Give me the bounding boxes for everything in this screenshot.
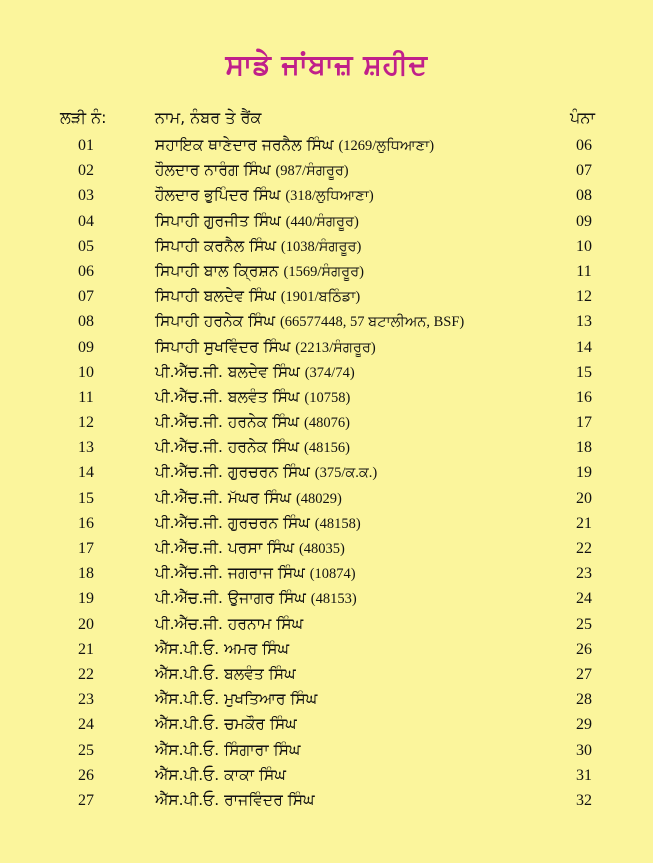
row-name-rank bbox=[155, 561, 356, 587]
row-number-detail: (48076) bbox=[304, 415, 350, 432]
row-name-rank bbox=[155, 335, 376, 361]
row-name-rank bbox=[155, 788, 315, 813]
row-name-rank bbox=[155, 637, 289, 662]
table-row bbox=[0, 309, 653, 334]
row-name-text: ਪੀ.ਐੱਚ.ਜੀ. ਪਰਸਾ ਸਿੰਘ bbox=[155, 539, 295, 557]
row-name-text: ਪੀ.ਐੱਚ.ਜੀ. ਬਲਦੇਵ ਸਿੰਘ bbox=[155, 362, 300, 381]
row-page-number: 20 bbox=[576, 489, 592, 507]
table-row bbox=[0, 637, 653, 662]
row-page-number: 12 bbox=[576, 288, 592, 306]
row-serial-number: 12 bbox=[78, 414, 94, 432]
row-name-text: ਐੱਸ.ਪੀ.ਓ. ਮੁਖਤਿਆਰ ਸਿੰਘ bbox=[155, 690, 318, 709]
row-number-detail: (440/ਸੰਗਰੂਰ) bbox=[285, 213, 359, 230]
row-name-text: ਪੀ.ਐੱਚ.ਜੀ. ਗੁਰਚਰਨ ਸਿੰਘ bbox=[155, 463, 310, 482]
row-name-rank bbox=[155, 687, 317, 712]
table-row bbox=[0, 133, 653, 158]
row-name-rank bbox=[155, 360, 355, 386]
row-page-number: 25 bbox=[576, 615, 592, 633]
row-name-rank bbox=[155, 385, 350, 411]
row-name-text: ਪੀ.ਐੱਚ.ਜੀ. ਹਰਨੇਕ ਸਿੰਘ bbox=[155, 438, 300, 457]
table-row bbox=[0, 335, 653, 360]
table-row bbox=[0, 259, 653, 284]
row-serial-number: 06 bbox=[78, 262, 94, 280]
row-name-text: ਪੀ.ਐੱਚ.ਜੀ. ਗੁਰਚਰਨ ਸਿੰਘ bbox=[155, 513, 310, 532]
row-name-text: ਪੀ.ਐੱਚ.ਜੀ. ਬਲਵੰਤ ਸਿੰਘ bbox=[155, 387, 300, 406]
table-row bbox=[0, 662, 653, 687]
row-name-rank bbox=[155, 435, 350, 461]
row-number-detail: (2213/ਸੰਗਰੂਰ) bbox=[295, 339, 376, 356]
row-name-rank bbox=[155, 234, 361, 260]
row-serial-number: 15 bbox=[78, 489, 94, 507]
martyr-list bbox=[0, 133, 653, 813]
row-name-text: ਹੌਲਦਾਰ ਨਾਰੰਗ ਸਿੰਘ bbox=[155, 161, 271, 180]
table-row bbox=[0, 712, 653, 737]
row-name-text: ਸਿਪਾਹੀ ਕਰਨੈਲ ਸਿੰਘ bbox=[155, 236, 276, 255]
row-page-number: 32 bbox=[576, 791, 592, 809]
row-serial-number: 16 bbox=[78, 514, 94, 532]
row-serial-number: 14 bbox=[78, 464, 94, 482]
table-row bbox=[0, 763, 653, 788]
row-name-rank bbox=[155, 209, 359, 235]
row-name-rank bbox=[155, 158, 349, 184]
row-serial-number: 09 bbox=[78, 338, 94, 356]
row-page-number: 13 bbox=[576, 313, 592, 331]
row-serial-number: 01 bbox=[78, 137, 94, 154]
row-number-detail: (48158) bbox=[314, 515, 361, 532]
row-number-detail: (66577448, 57 ਬਟਾਲੀਅਨ, BSF) bbox=[279, 314, 465, 331]
header-name-label: ਨਾਮ, ਨੰਬਰ ਤੇ ਰੈਂਕ bbox=[155, 108, 262, 127]
row-name-rank bbox=[155, 712, 297, 737]
row-page-number: 15 bbox=[576, 363, 592, 381]
table-row bbox=[0, 284, 653, 309]
table-row bbox=[0, 536, 653, 561]
row-name-text: ਪੀ.ਐੱਚ.ਜੀ. ਹਰਨਾਮ ਸਿੰਘ bbox=[155, 614, 304, 633]
row-page-number: 19 bbox=[576, 464, 592, 482]
row-page-number: 23 bbox=[576, 565, 592, 583]
row-serial-number: 07 bbox=[78, 288, 94, 306]
row-serial-number: 26 bbox=[78, 766, 94, 784]
row-name-text: ਹੌਲਦਾਰ ਭੁਪਿੰਦਰ ਸਿੰਘ bbox=[155, 186, 281, 205]
row-name-text: ਪੀ.ਐੱਚ.ਜੀ. ਜਗਰਾਜ ਸਿੰਘ bbox=[155, 564, 305, 583]
table-row bbox=[0, 209, 653, 234]
header-serial-label: ਲੜੀ ਨੰ: bbox=[60, 108, 107, 127]
row-name-text: ਐੱਸ.ਪੀ.ਓ. ਰਾਜਵਿੰਦਰ ਸਿੰਘ bbox=[155, 790, 315, 809]
row-serial-number: 17 bbox=[78, 540, 94, 557]
row-number-detail: (1269/ਲੁਧਿਆਣਾ) bbox=[338, 138, 435, 154]
row-serial-number: 13 bbox=[78, 439, 94, 457]
row-name-text: ਪੀ.ਐੱਚ.ਜੀ. ਹਰਨੇਕ ਸਿੰਘ bbox=[155, 413, 300, 432]
row-name-rank bbox=[155, 486, 342, 512]
row-name-rank bbox=[155, 460, 377, 486]
row-page-number: 22 bbox=[576, 540, 592, 557]
table-row bbox=[0, 738, 653, 763]
row-page-number: 10 bbox=[576, 237, 592, 255]
row-name-text: ਐੱਸ.ਪੀ.ਓ. ਬਲਵੰਤ ਸਿੰਘ bbox=[155, 664, 296, 683]
table-row bbox=[0, 360, 653, 385]
row-serial-number: 11 bbox=[78, 388, 94, 406]
row-page-number: 07 bbox=[576, 162, 592, 180]
row-page-number: 18 bbox=[576, 439, 592, 457]
table-row bbox=[0, 158, 653, 183]
row-page-number: 31 bbox=[576, 766, 592, 784]
row-name-rank bbox=[155, 662, 296, 687]
table-row bbox=[0, 385, 653, 410]
row-page-number: 30 bbox=[576, 741, 592, 759]
row-serial-number: 27 bbox=[78, 791, 94, 809]
table-row bbox=[0, 561, 653, 586]
row-name-rank bbox=[155, 133, 434, 159]
row-serial-number: 08 bbox=[78, 313, 94, 331]
row-name-rank bbox=[155, 183, 374, 209]
row-name-text: ਸਹਾਇਕ ਥਾਣੇਦਾਰ ਜਰਨੈਲ ਸਿੰਘ bbox=[155, 136, 334, 154]
row-name-text: ਐੱਸ.ਪੀ.ਓ. ਅਮਰ ਸਿੰਘ bbox=[155, 639, 289, 658]
row-serial-number: 04 bbox=[78, 212, 94, 230]
row-name-rank bbox=[155, 536, 345, 562]
row-number-detail: (10874) bbox=[309, 566, 356, 583]
table-row bbox=[0, 612, 653, 637]
row-name-rank bbox=[155, 410, 350, 436]
row-page-number: 27 bbox=[576, 665, 592, 683]
row-number-detail: (1569/ਸੰਗਰੂਰ) bbox=[283, 263, 364, 280]
row-number-detail: (48156) bbox=[304, 440, 350, 457]
row-page-number: 11 bbox=[576, 262, 592, 280]
row-page-number: 08 bbox=[576, 187, 592, 205]
row-name-rank bbox=[155, 738, 300, 763]
row-name-rank bbox=[155, 763, 286, 788]
row-serial-number: 20 bbox=[78, 615, 94, 633]
table-row bbox=[0, 460, 653, 485]
row-page-number: 24 bbox=[576, 590, 592, 608]
row-number-detail: (374/74) bbox=[304, 364, 355, 381]
table-row bbox=[0, 410, 653, 435]
row-number-detail: (48153) bbox=[310, 591, 357, 608]
row-serial-number: 03 bbox=[78, 187, 94, 205]
row-name-rank bbox=[155, 586, 357, 612]
row-name-rank bbox=[155, 284, 360, 310]
row-name-rank bbox=[155, 259, 364, 285]
row-page-number: 09 bbox=[576, 212, 592, 230]
row-serial-number: 24 bbox=[78, 716, 94, 734]
table-row bbox=[0, 586, 653, 611]
row-serial-number: 22 bbox=[78, 665, 94, 683]
row-serial-number: 25 bbox=[78, 741, 94, 759]
row-page-number: 17 bbox=[576, 414, 592, 432]
row-name-text: ਸਿਪਾਹੀ ਸੁਖਵਿੰਦਰ ਸਿੰਘ bbox=[155, 337, 291, 356]
row-name-text: ਸਿਪਾਹੀ ਬਾਲ ਕ੍ਰਿਸ਼ਨ bbox=[155, 261, 279, 280]
table-row bbox=[0, 486, 653, 511]
table-row bbox=[0, 511, 653, 536]
row-name-text: ਐੱਸ.ਪੀ.ਓ. ਸਿੰਗਾਰਾ ਸਿੰਘ bbox=[155, 740, 301, 759]
row-name-text: ਐੱਸ.ਪੀ.ਓ. ਚਮਕੌਰ ਸਿੰਘ bbox=[155, 715, 297, 734]
row-number-detail: (375/ਕ.ਕ.) bbox=[314, 465, 378, 482]
page-title: ਸਾਡੇ ਜਾਂਬਾਜ਼ ਸ਼ਹੀਦ bbox=[225, 48, 428, 81]
row-number-detail: (48029) bbox=[295, 490, 342, 507]
row-serial-number: 18 bbox=[78, 565, 94, 583]
row-serial-number: 05 bbox=[78, 237, 94, 255]
row-serial-number: 23 bbox=[78, 691, 94, 709]
row-name-rank bbox=[155, 612, 303, 637]
row-number-detail: (318/ਲੁਧਿਆਣਾ) bbox=[285, 188, 374, 205]
table-header bbox=[0, 108, 653, 132]
table-row bbox=[0, 788, 653, 813]
row-number-detail: (10758) bbox=[304, 389, 351, 406]
row-number-detail: (48035) bbox=[298, 541, 345, 557]
row-name-text: ਸਿਪਾਹੀ ਹਰਨੇਕ ਸਿੰਘ bbox=[155, 312, 276, 331]
row-name-text: ਸਿਪਾਹੀ ਬਲਦੇਵ ਸਿੰਘ bbox=[155, 287, 276, 306]
row-name-text: ਸਿਪਾਹੀ ਗੁਰਜੀਤ ਸਿੰਘ bbox=[155, 211, 281, 230]
table-row bbox=[0, 687, 653, 712]
row-page-number: 16 bbox=[576, 388, 592, 406]
row-name-text: ਐੱਸ.ਪੀ.ਓ. ਕਾਕਾ ਸਿੰਘ bbox=[155, 765, 286, 784]
row-name-text: ਪੀ.ਐੱਚ.ਜੀ. ਮੱਘਰ ਸਿੰਘ bbox=[155, 488, 292, 507]
row-serial-number: 10 bbox=[78, 363, 94, 381]
table-row bbox=[0, 234, 653, 259]
row-name-rank bbox=[155, 309, 464, 335]
row-page-number: 29 bbox=[576, 716, 592, 734]
table-row bbox=[0, 435, 653, 460]
row-page-number: 21 bbox=[576, 514, 592, 532]
table-row bbox=[0, 183, 653, 208]
row-page-number: 06 bbox=[576, 137, 592, 154]
row-serial-number: 19 bbox=[78, 590, 94, 608]
row-number-detail: (987/ਸੰਗਰੂਰ) bbox=[275, 163, 349, 180]
row-page-number: 28 bbox=[576, 691, 592, 709]
row-page-number: 26 bbox=[576, 640, 592, 658]
row-name-rank bbox=[155, 511, 361, 537]
row-page-number: 14 bbox=[576, 338, 592, 356]
row-number-detail: (1038/ਸੰਗਰੂਰ) bbox=[280, 238, 362, 255]
row-name-text: ਪੀ.ਐੱਚ.ਜੀ. ਉਜਾਗਰ ਸਿੰਘ bbox=[155, 589, 306, 608]
header-page-label: ਪੰਨਾ bbox=[570, 108, 595, 127]
row-number-detail: (1901/ਬਠਿੰਡਾ) bbox=[280, 289, 361, 306]
row-serial-number: 02 bbox=[78, 162, 94, 180]
row-serial-number: 21 bbox=[78, 640, 94, 658]
